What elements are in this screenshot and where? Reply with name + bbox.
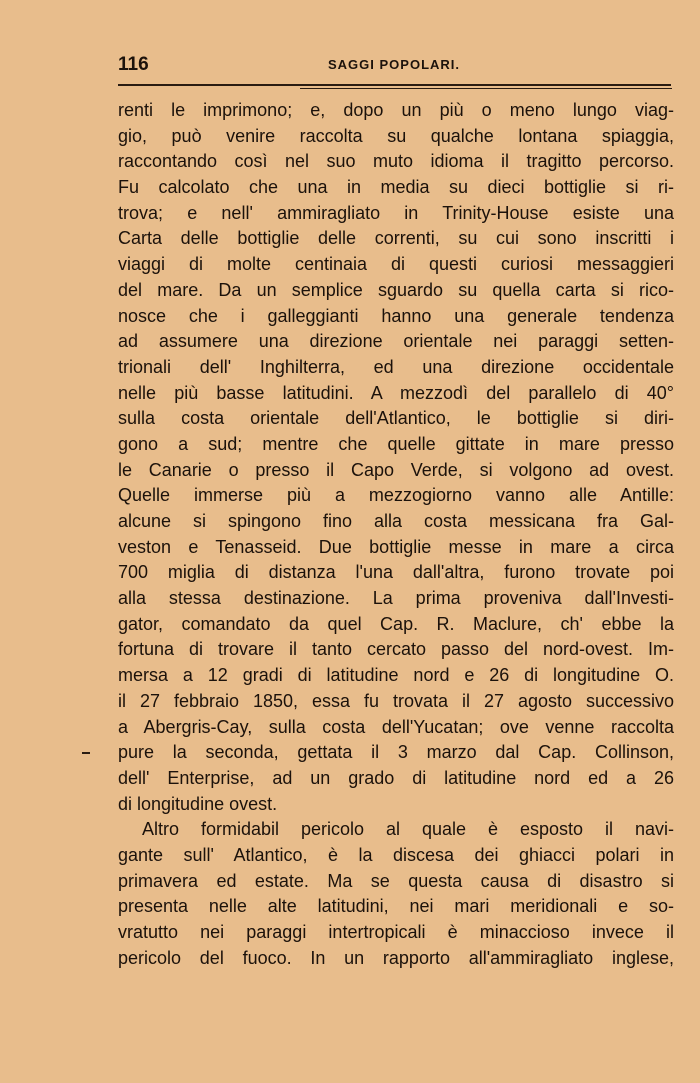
text-line: gante sull' Atlantico, è la discesa dei ghiacci polari in xyxy=(118,844,674,865)
text-line: Quelle immerse più a mezzogiorno vanno alle Antille: xyxy=(118,485,674,506)
margin-mark xyxy=(82,752,90,754)
text-line: a Abergris-Cay, sulla costa dell'Yucatan; ove venne raccolta xyxy=(118,716,674,737)
text-line: renti le imprimono; e, dopo un più o meno lungo viag- xyxy=(118,100,674,120)
page-header xyxy=(118,54,674,78)
text-line: trova; e nell' ammiragliato in Trinity-House esiste una xyxy=(118,202,674,223)
text-line: presenta nelle alte latitudini, nei mari meridionali e so- xyxy=(118,896,674,917)
text-line: primavera ed estate. Ma se questa causa di disastro si xyxy=(118,870,674,891)
page-number: 116 xyxy=(118,54,149,75)
text-line: le Canarie o presso il Capo Verde, si volgono ad ovest. xyxy=(118,459,674,480)
text-line: dell' Enterprise, ad un grado di latitudine nord ed a 26 xyxy=(118,767,674,788)
text-line: raccontando così nel suo muto idioma il tragitto percorso. xyxy=(118,151,674,172)
text-line: del mare. Da un semplice sguardo su quella carta si rico- xyxy=(118,279,674,300)
text-line: Altro formidabil pericolo al quale è esposto il navi- xyxy=(142,819,674,840)
text-line: gono a sud; mentre che quelle gittate in mare presso xyxy=(118,433,674,454)
text-line: ad assumere una direzione orientale nei paraggi setten- xyxy=(118,331,674,352)
text-line: veston e Tenasseid. Due bottiglie messe in mare a circa xyxy=(118,536,674,557)
text-line: nelle più basse latitudini. A mezzodì del parallelo di 40° xyxy=(118,382,674,403)
text-line: alla stessa destinazione. La prima proveniva dall'Investi- xyxy=(118,588,674,609)
text-line: alcune si spingono fino alla costa messicana fra Gal- xyxy=(118,511,674,531)
text-line: pericolo del fuoco. In un rapporto all'ammiragliato inglese, xyxy=(118,947,674,968)
text-line: fortuna di trovare il tanto cercato passo del nord-ovest. Im- xyxy=(118,639,674,660)
text-line: di longitudine ovest. xyxy=(118,793,278,814)
text-line: mersa a 12 gradi di latitudine nord e 26 di longitudine O. xyxy=(118,665,674,686)
text-line: Fu calcolato che una in media su dieci bottiglie si ri- xyxy=(118,177,674,198)
text-line: viaggi di molte centinaia di questi curiosi messaggieri xyxy=(118,254,674,275)
text-line: trionali dell' Inghilterra, ed una direzione occidentale xyxy=(118,356,674,377)
running-title: SAGGI POPOLARI. xyxy=(328,57,461,72)
text-line: il 27 febbraio 1850, essa fu trovata il 27 agosto successivo xyxy=(118,690,674,711)
body-text xyxy=(118,98,674,971)
header-rule-secondary xyxy=(300,88,672,89)
text-line: pure la seconda, gettata il 3 marzo dal Cap. Collinson, xyxy=(118,742,674,763)
text-line: vratutto nei paraggi intertropicali è minaccioso invece il xyxy=(118,922,674,942)
text-line: sulla costa orientale dell'Atlantico, le bottiglie si diri- xyxy=(118,408,674,429)
text-line: 700 miglia di distanza l'una dall'altra, furono trovate poi xyxy=(118,562,674,583)
text-line: nosce che i galleggianti hanno una generale tendenza xyxy=(118,305,674,326)
text-line: gator, comandato da quel Cap. R. Maclure, ch' ebbe la xyxy=(118,613,674,634)
text-line: Carta delle bottiglie delle correnti, su cui sono inscritti i xyxy=(118,228,674,249)
header-rule xyxy=(118,84,671,86)
text-line: gio, può venire raccolta su qualche lontana spiaggia, xyxy=(118,125,674,146)
